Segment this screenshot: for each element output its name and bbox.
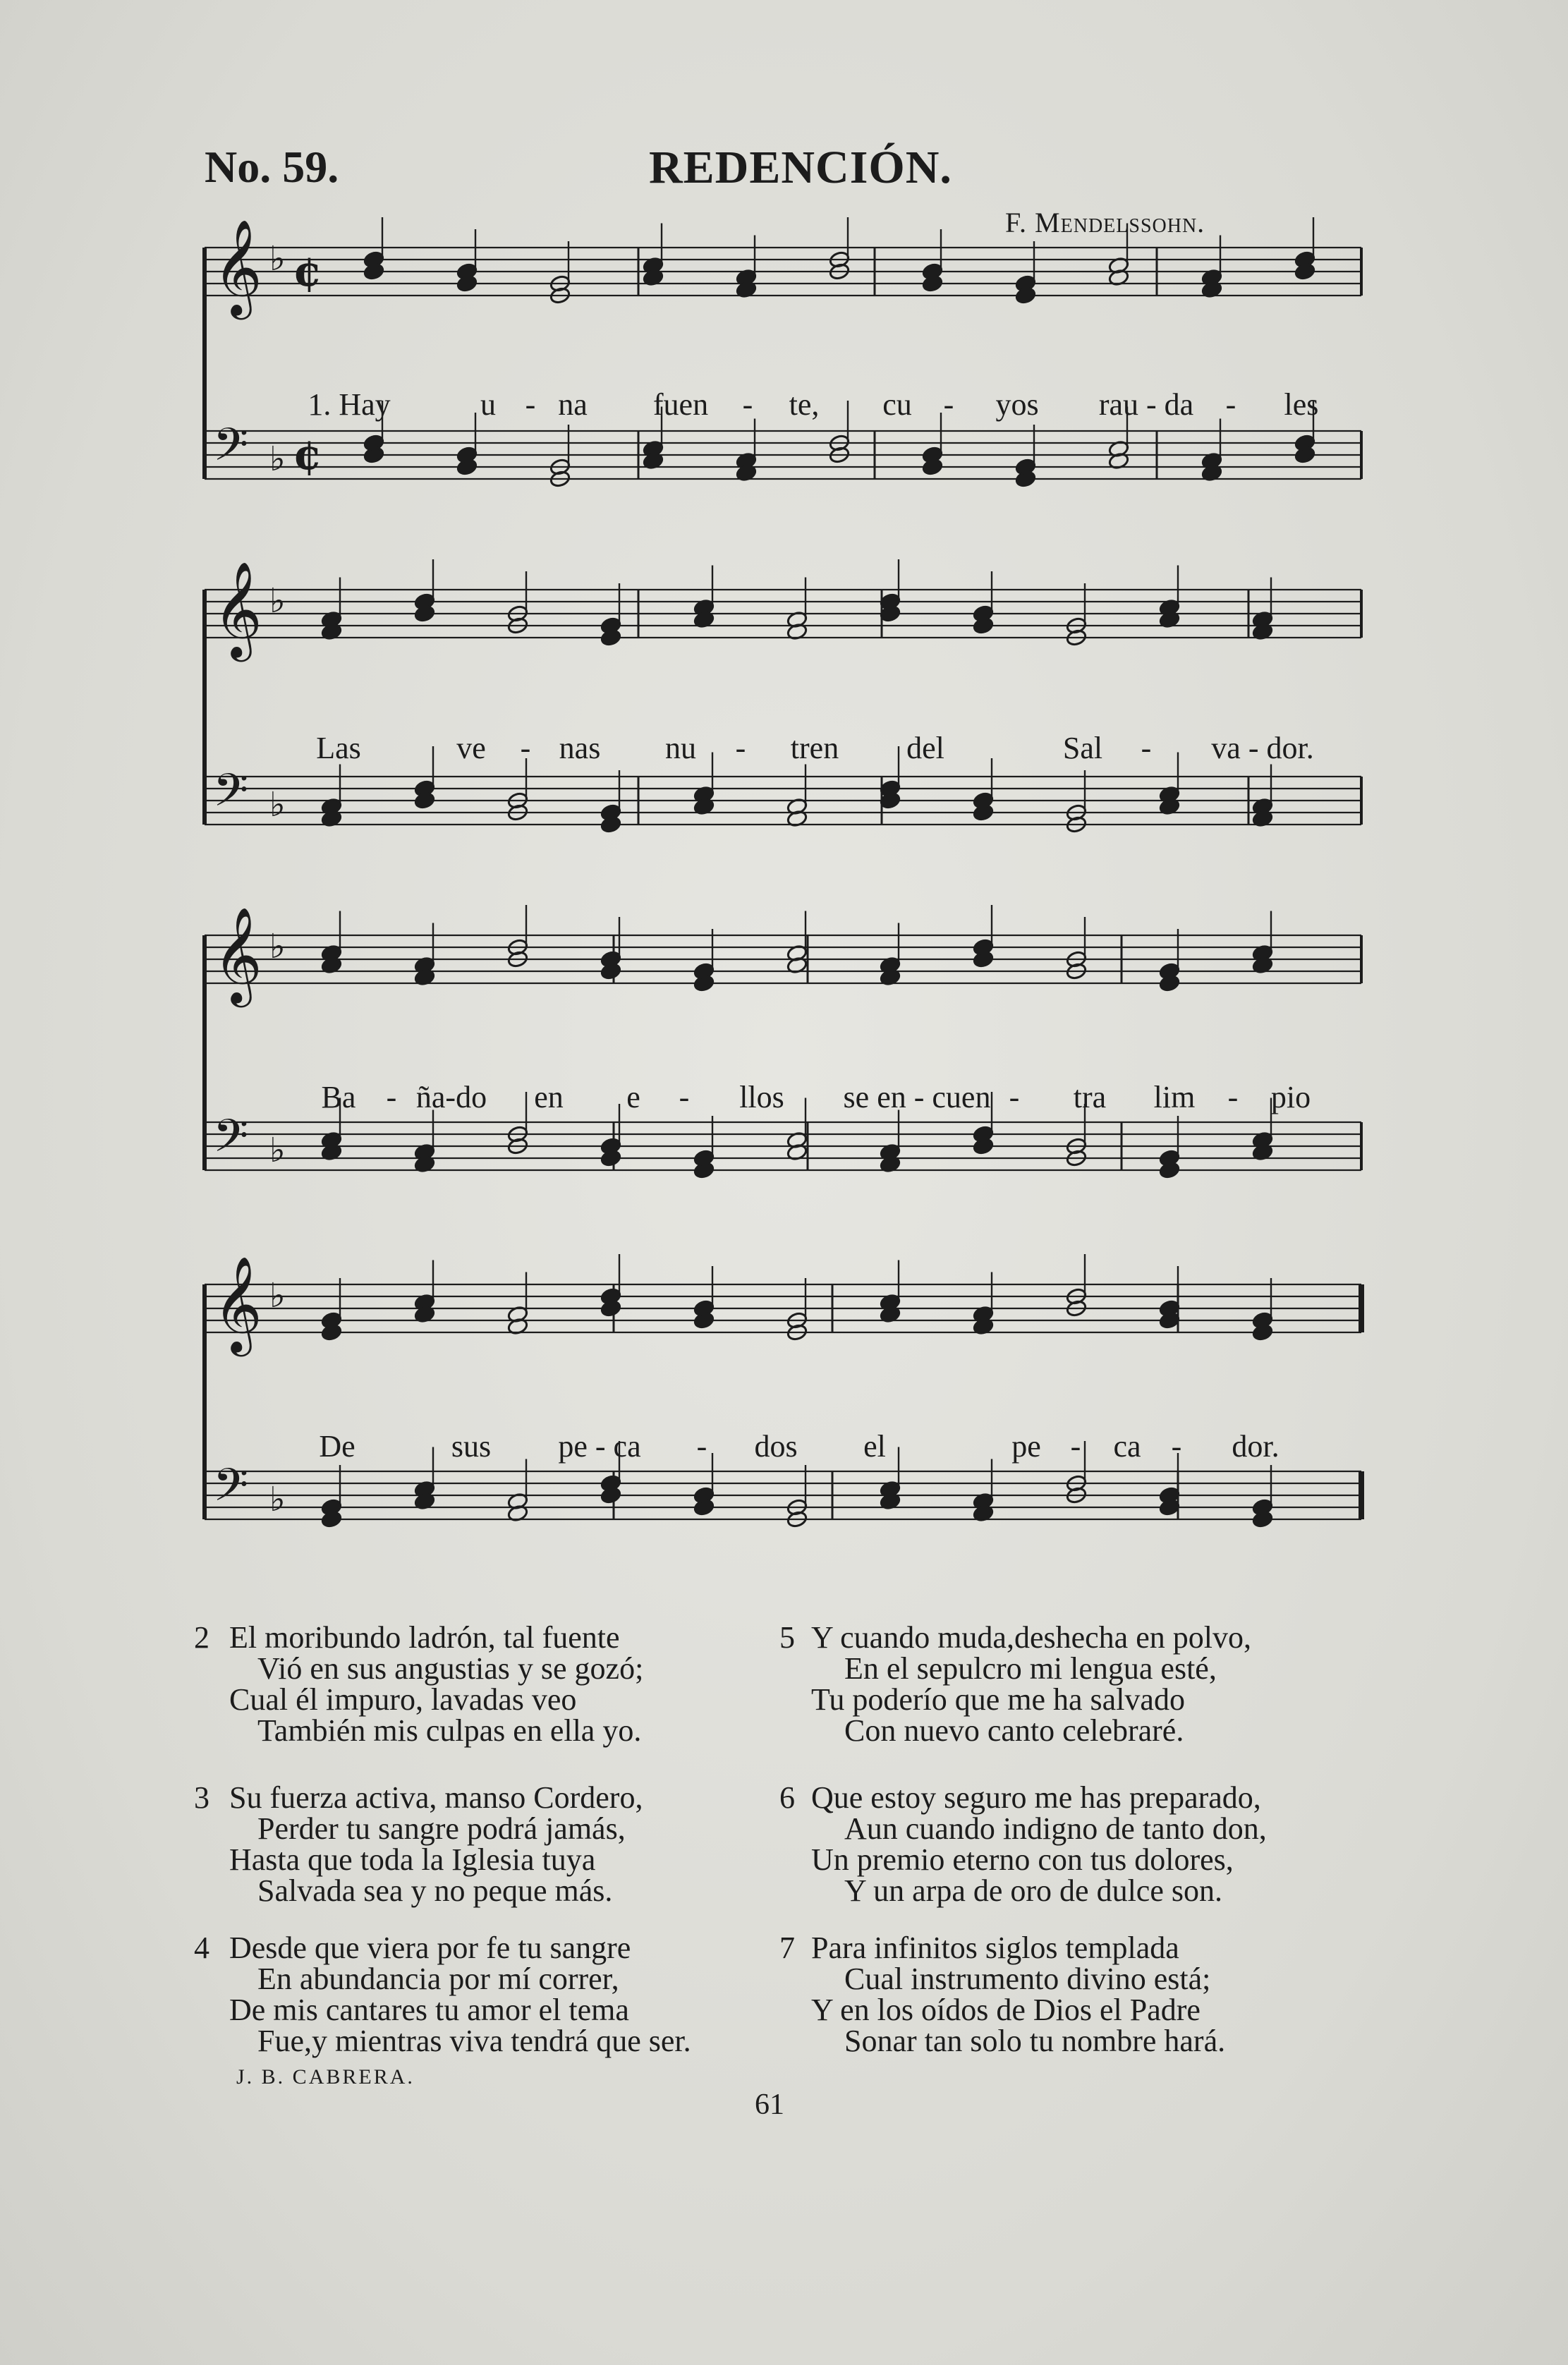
verse-line: Que estoy seguro me has preparado, xyxy=(811,1780,1261,1815)
syllable: - xyxy=(1171,1429,1182,1464)
syllable: tra xyxy=(1073,1080,1107,1114)
verse-line: Cual él impuro, lavadas veo xyxy=(229,1682,577,1717)
syllable: del xyxy=(906,731,944,765)
syllable: ca xyxy=(1113,1429,1141,1464)
verse-line: Tu poderío que me ha salvado xyxy=(811,1682,1185,1717)
syllable: les xyxy=(1284,387,1319,422)
syllable: pe - ca xyxy=(558,1429,641,1464)
page-number: 61 xyxy=(755,2089,784,2121)
syllable: - xyxy=(1070,1429,1081,1464)
syllable: pe xyxy=(1011,1429,1041,1464)
lyrics-line-2 xyxy=(0,730,1568,772)
verse-line: Aun cuando indigno de tanto don, xyxy=(844,1811,1267,1846)
syllable: Sal xyxy=(1062,731,1103,765)
flat-icon: ♭ xyxy=(269,439,286,479)
syllable: rau - da xyxy=(1098,387,1194,422)
verse-line: Un premio eterno con tus dolores, xyxy=(811,1842,1234,1877)
verse-line: Fue,y mientras viva tendrá que ser. xyxy=(257,2024,691,2058)
lyrics-line-1 xyxy=(0,387,1568,429)
syllable: - xyxy=(1227,1080,1239,1114)
lyrics-line-3 xyxy=(0,1079,1568,1121)
syllable: u xyxy=(480,387,496,422)
hymn-number: No. 59. xyxy=(205,142,339,192)
verse-number: 5 xyxy=(779,1620,795,1655)
verse-number: 6 xyxy=(779,1780,795,1815)
verse-line: Con nuevo canto celebraré. xyxy=(844,1713,1184,1748)
verse-line: Vió en sus angustias y se gozó; xyxy=(257,1651,644,1686)
syllable: fuen xyxy=(652,387,709,422)
flat-icon: ♭ xyxy=(269,1276,286,1315)
syllable: - xyxy=(525,387,536,422)
flat-icon: ♭ xyxy=(269,1131,286,1170)
verse-number: 4 xyxy=(194,1931,209,1965)
syllable: cu xyxy=(882,387,912,422)
verse-line: Y cuando muda,deshecha en polvo, xyxy=(811,1620,1251,1655)
syllable: - xyxy=(1141,731,1152,765)
verse-line: En el sepulcro mi lengua esté, xyxy=(844,1651,1217,1686)
verse-line: Cual instrumento divino está; xyxy=(844,1962,1211,1996)
verse-line: Hasta que toda la Iglesia tuya xyxy=(229,1842,596,1877)
verse-3 xyxy=(194,1782,758,1907)
syllable: yos xyxy=(995,387,1039,422)
syllable: sus xyxy=(451,1429,492,1464)
bass-clef: 𝄢 xyxy=(213,419,249,482)
cut-time-icon: ¢ xyxy=(293,430,322,480)
syllable: dos xyxy=(754,1429,798,1464)
syllable: en xyxy=(534,1080,564,1114)
cut-time-icon: ¢ xyxy=(293,247,322,296)
lyrics-line-4 xyxy=(0,1428,1568,1471)
verse-line: Desde que viera por fe tu sangre xyxy=(229,1931,631,1965)
syllable: tren xyxy=(790,731,839,765)
syllable: ña-do xyxy=(415,1080,487,1114)
author-credit: J. B. CABRERA. xyxy=(236,2065,415,2089)
syllable: ve xyxy=(456,731,486,765)
verse-4 xyxy=(194,1933,772,2057)
syllable: 1. Hay xyxy=(308,387,391,422)
flat-icon: ♭ xyxy=(269,785,286,825)
verse-2 xyxy=(194,1622,758,1746)
bass-clef: 𝄢 xyxy=(213,1459,249,1523)
syllable: nu xyxy=(665,731,696,765)
syllable: llos xyxy=(739,1080,784,1114)
syllable: - xyxy=(742,387,753,422)
syllable: - xyxy=(679,1080,690,1114)
syllable: - xyxy=(520,731,531,765)
composer-name: Mendelssohn. xyxy=(1035,207,1205,238)
hymn-title: REDENCIÓN. xyxy=(649,142,952,193)
verse-line: Su fuerza activa, manso Cordero, xyxy=(229,1780,643,1815)
syllable: - xyxy=(1009,1080,1020,1114)
verse-7 xyxy=(779,1933,1379,2057)
syllable: De xyxy=(319,1429,355,1464)
verse-number: 7 xyxy=(779,1931,795,1965)
syllable: Ba xyxy=(321,1080,356,1114)
syllable: nas xyxy=(559,731,601,765)
treble-clef: 𝄞 xyxy=(213,1255,262,1352)
treble-clef: 𝄞 xyxy=(213,560,262,657)
syllable: - xyxy=(735,731,746,765)
flat-icon: ♭ xyxy=(269,1480,286,1519)
syllable: Las xyxy=(316,731,361,765)
syllable: se en - cuen xyxy=(843,1080,991,1114)
syllable: - xyxy=(696,1429,707,1464)
syllable: - xyxy=(943,387,954,422)
syllable: te, xyxy=(789,387,820,422)
syllable: dor. xyxy=(1232,1429,1280,1464)
bass-clef: 𝄢 xyxy=(213,765,249,828)
composer-initial: F. xyxy=(1005,207,1028,238)
verse-6 xyxy=(779,1782,1379,1907)
flat-icon: ♭ xyxy=(269,581,286,621)
syllable: va - dor. xyxy=(1211,731,1314,765)
verse-line: Salvada sea y no peque más. xyxy=(257,1873,613,1908)
syllable: - xyxy=(1225,387,1236,422)
flat-icon: ♭ xyxy=(269,927,286,966)
verse-number: 2 xyxy=(194,1620,209,1655)
verse-line: También mis culpas en ella yo. xyxy=(257,1713,642,1748)
verse-5 xyxy=(779,1622,1379,1746)
treble-clef: 𝄞 xyxy=(213,218,262,315)
verse-line: El moribundo ladrón, tal fuente xyxy=(229,1620,620,1655)
syllable: na xyxy=(558,387,588,422)
bass-clef: 𝄢 xyxy=(213,1110,249,1174)
verse-line: Para infinitos siglos templada xyxy=(811,1931,1179,1965)
treble-clef: 𝄞 xyxy=(213,906,262,1003)
verse-line: En abundancia por mí correr, xyxy=(257,1962,619,1996)
syllable: lim xyxy=(1153,1080,1196,1114)
syllable: - xyxy=(386,1080,397,1114)
verse-line: Perder tu sangre podrá jamás, xyxy=(257,1811,626,1846)
verse-line: Y un arpa de oro de dulce son. xyxy=(844,1873,1222,1908)
syllable: pio xyxy=(1270,1080,1311,1114)
syllable: e xyxy=(626,1080,640,1114)
flat-icon: ♭ xyxy=(269,239,286,279)
verse-line: Sonar tan solo tu nombre hará. xyxy=(844,2024,1226,2058)
verse-number: 3 xyxy=(194,1780,209,1815)
verse-line: De mis cantares tu amor el tema xyxy=(229,1993,629,2027)
verse-line: Y en los oídos de Dios el Padre xyxy=(811,1993,1201,2027)
syllable: el xyxy=(863,1429,886,1464)
